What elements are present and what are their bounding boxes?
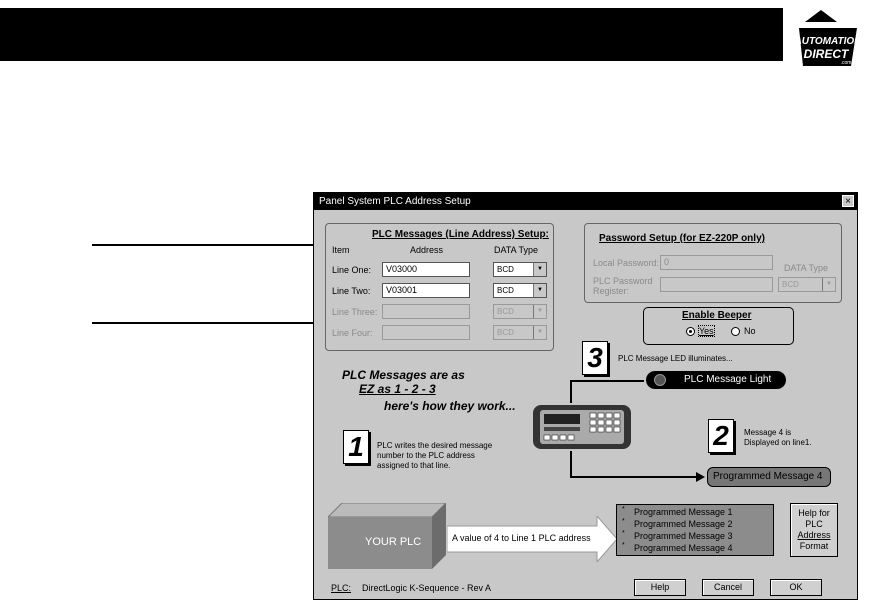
connector-top-horizontal <box>570 380 644 382</box>
message-item-3: Programmed Message 3 <box>634 531 733 541</box>
step-2-text-line1: Message 4 is <box>744 428 792 437</box>
help-button[interactable]: Help <box>634 579 686 596</box>
ez-panel-device <box>532 403 632 451</box>
programmed-message-pill <box>707 467 831 487</box>
line-two-type-select[interactable] <box>493 283 547 298</box>
plc-footer-value: DirectLogic K-Sequence - Rev A <box>362 583 492 593</box>
line-three-address-input[interactable] <box>382 304 470 319</box>
connector-up <box>570 380 572 403</box>
step-2-badge: 2 <box>708 419 734 453</box>
cancel-button[interactable]: Cancel <box>702 579 754 596</box>
line-four-type-value: BCD <box>497 328 514 337</box>
pointer-line-messages <box>92 244 317 246</box>
headline-line3: here's how they work... <box>384 399 516 413</box>
dropdown-arrow-icon[interactable]: ▼ <box>533 305 546 318</box>
col-address-header: Address <box>410 245 444 255</box>
step-2-text-line2: Displayed on line1. <box>744 438 812 447</box>
dialog-title-bar[interactable] <box>314 193 857 210</box>
plc-value-arrow-text: A value of 4 to Line 1 PLC address <box>452 533 591 543</box>
line-two-type-value: BCD <box>497 286 514 295</box>
dropdown-arrow-icon[interactable]: ▼ <box>533 263 546 276</box>
plc-messages-group <box>325 223 554 351</box>
plc-password-label: PLC Password <box>593 276 653 286</box>
dropdown-arrow-icon[interactable]: ▼ <box>822 278 835 291</box>
line-two-label: Line Two: <box>332 286 371 296</box>
plc-footer-label: PLC: <box>331 583 352 593</box>
line-one-type-select[interactable] <box>493 262 547 277</box>
beeper-yes-label: Yes <box>699 326 714 336</box>
message-bullet: * <box>622 542 625 549</box>
password-setup-group <box>584 223 842 303</box>
line-three-label: Line Three: <box>332 307 378 317</box>
message-item-4: Programmed Message 4 <box>634 543 733 553</box>
svg-text:DIRECT: DIRECT <box>803 47 849 61</box>
line-four-type-select[interactable] <box>493 325 547 340</box>
svg-text:.com: .com <box>840 60 852 66</box>
led-circle-icon <box>654 374 666 386</box>
dropdown-arrow-icon[interactable]: ▼ <box>533 284 546 297</box>
led-label: PLC Message Light <box>684 374 772 385</box>
headline-line1: PLC Messages are as <box>342 368 465 382</box>
step-3-badge: 3 <box>582 341 608 375</box>
step-3-text: PLC Message LED illuminates... <box>618 354 733 363</box>
beeper-no-label: No <box>744 326 756 336</box>
help-format-line2: PLC <box>805 519 823 529</box>
your-plc-label: YOUR PLC <box>365 536 422 548</box>
enable-beeper-group <box>643 307 794 345</box>
password-setup-title: Password Setup (for EZ-220P only) <box>599 233 765 244</box>
programmed-message-pill-text: Programmed Message 4 <box>713 471 823 482</box>
plc-password-register-input[interactable] <box>660 277 773 292</box>
dropdown-arrow-icon[interactable]: ▼ <box>533 326 546 339</box>
line-one-address-input[interactable]: V03000 <box>382 262 470 277</box>
password-datatype-label: DATA Type <box>784 263 829 273</box>
step-1-text-line1: PLC writes the desired message <box>377 441 493 450</box>
dialog-title: Panel System PLC Address Setup <box>319 196 471 207</box>
local-password-label: Local Password: <box>593 258 660 268</box>
beeper-yes-radio[interactable] <box>686 327 695 336</box>
help-format-line1: Help for <box>798 508 830 518</box>
step-1-badge: 1 <box>343 430 369 464</box>
line-four-label: Line Four: <box>332 328 373 338</box>
line-one-type-value: BCD <box>497 265 514 274</box>
plc-address-setup-dialog <box>313 192 858 600</box>
connector-bottom-horizontal <box>570 476 698 478</box>
message-bullet: * <box>622 506 625 513</box>
step-1-text-line2: number to the PLC address <box>377 451 475 460</box>
password-type-select[interactable] <box>778 277 836 292</box>
help-format-line3: Address <box>797 530 831 540</box>
line-one-label: Line One: <box>332 265 372 275</box>
close-button[interactable]: × <box>842 195 854 207</box>
plc-value-arrow <box>447 516 617 562</box>
line-three-type-select[interactable] <box>493 304 547 319</box>
plc-password-register-label: Register: <box>593 286 630 296</box>
header-banner <box>0 8 783 61</box>
enable-beeper-title: Enable Beeper <box>682 310 752 321</box>
col-type-header: DATA Type <box>494 245 539 255</box>
message-item-2: Programmed Message 2 <box>634 519 733 529</box>
password-type-value: BCD <box>782 280 799 289</box>
help-format-line4: Format <box>799 541 829 551</box>
svg-text:AUTOMATION: AUTOMATION <box>794 36 862 47</box>
plc-message-light <box>646 371 786 389</box>
automation-direct-logo <box>793 8 863 70</box>
beeper-no-radio[interactable] <box>731 327 740 336</box>
ok-button[interactable]: OK <box>770 579 822 596</box>
line-two-address-input[interactable]: V03001 <box>382 283 470 298</box>
help-address-format-button[interactable] <box>790 503 838 557</box>
line-four-address-input[interactable] <box>382 325 470 340</box>
your-plc-box <box>328 503 446 569</box>
line-three-type-value: BCD <box>497 307 514 316</box>
local-password-input[interactable]: 0 <box>660 255 773 270</box>
programmed-message-list <box>616 504 774 556</box>
headline-line2: EZ as 1 - 2 - 3 <box>359 382 436 396</box>
step-1-text-line3: assigned to that line. <box>377 461 451 470</box>
message-bullet: * <box>622 530 625 537</box>
col-item-header: Item <box>332 245 350 255</box>
message-item-1: Programmed Message 1 <box>634 507 733 517</box>
message-bullet: * <box>622 518 625 525</box>
connector-down <box>570 451 572 477</box>
plc-messages-title: PLC Messages (Line Address) Setup: <box>372 229 549 240</box>
connector-arrowhead <box>696 472 705 482</box>
